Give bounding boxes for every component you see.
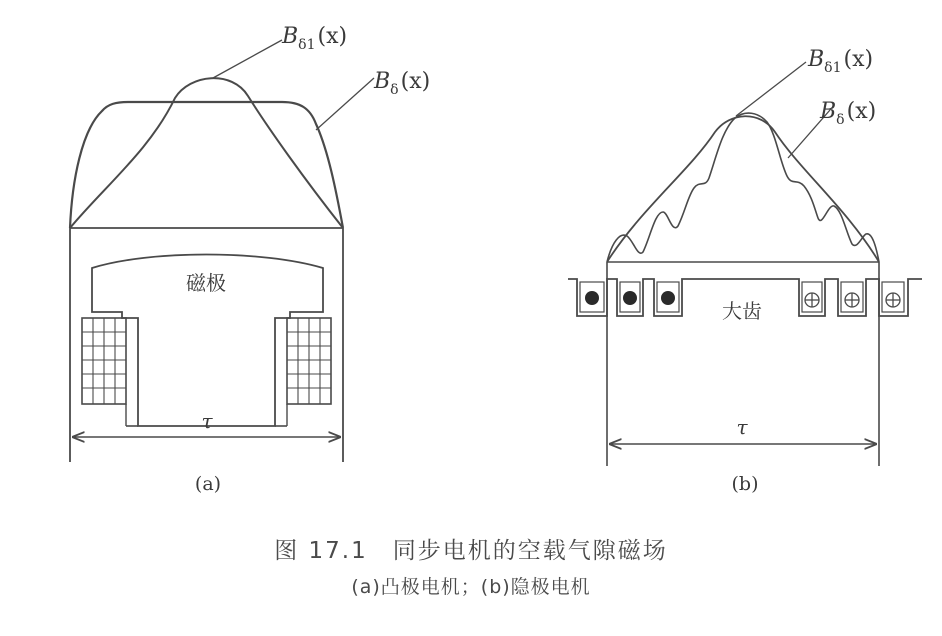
figure-a-salient-pole <box>70 24 430 495</box>
conductor-cross <box>886 293 900 307</box>
label-b-delta-a: $B_\delta(x)$ <box>374 69 431 98</box>
leader-b-delta1-b <box>736 62 806 116</box>
big-tooth-label: 大齿 <box>722 299 762 323</box>
label-b-delta1-a: $B_{\delta 1}(x)$ <box>282 24 348 53</box>
tau-label-b: τ <box>736 415 748 439</box>
figure-caption: 图 17.1 同步电机的空载气隙磁场 <box>274 538 668 564</box>
figure-subcaption: (a)凸极电机；(b)隐极电机 <box>351 576 591 598</box>
conductor-cross <box>845 293 859 307</box>
conductor-dot <box>623 291 637 305</box>
panel-label-b: (b) <box>731 473 759 495</box>
curve-b-delta1-b <box>607 113 879 262</box>
conductor-cross <box>805 293 819 307</box>
leader-b-delta1-a <box>213 40 282 78</box>
curve-b-delta1-a <box>70 78 343 228</box>
tau-label-a: τ <box>201 409 213 433</box>
field-coil-left <box>82 318 138 426</box>
conductor-dot <box>661 291 675 305</box>
conductor-dot <box>585 291 599 305</box>
figure-b-round-rotor <box>568 47 922 495</box>
leader-b-delta-a <box>316 78 374 130</box>
pole-label: 磁极 <box>186 271 226 295</box>
label-b-delta-b: $B_\delta(x)$ <box>820 99 877 128</box>
field-coil-right <box>275 318 331 426</box>
label-b-delta1-b: $B_{\delta 1}(x)$ <box>808 47 874 76</box>
curve-b-delta-a <box>70 102 343 228</box>
panel-label-a: (a) <box>194 473 222 495</box>
